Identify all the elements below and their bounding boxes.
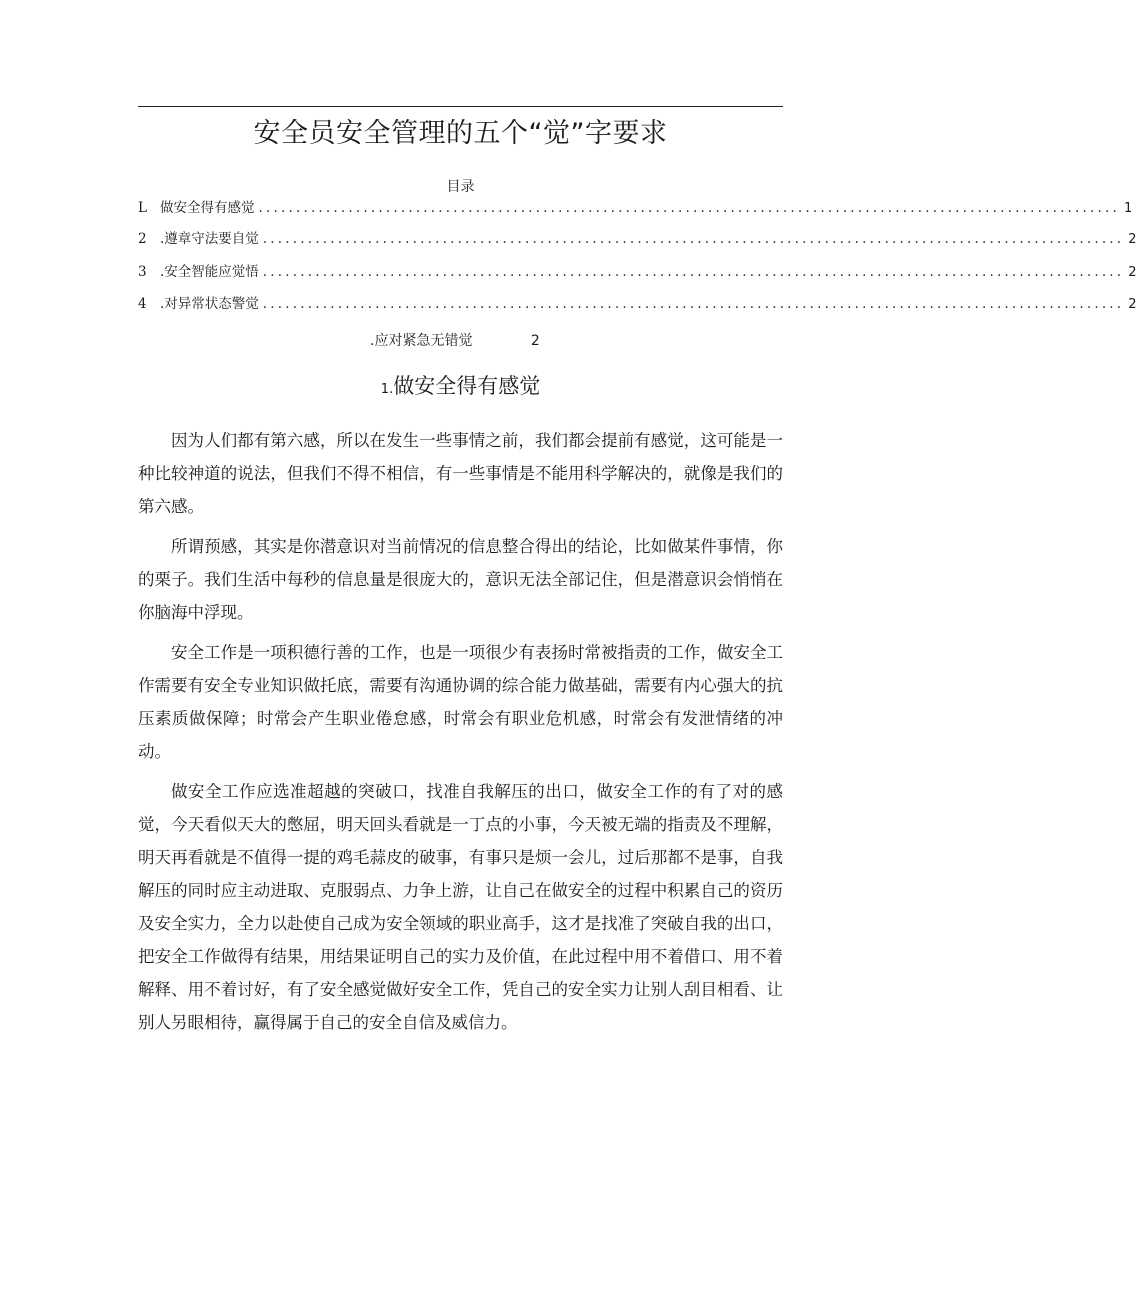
section-heading (138, 370, 783, 406)
paragraph: 安全工作是一项积德行善的工作，也是一项很少有表扬时常被指责的工作，做安全工作需要有安全专业知识做托底，需要有沟通协调的综合能力做基础，需要有内心强大的抗压素质做保障；时常会产生职业倦怠感，时常会有职业危机感，时常会有发泄情绪的冲动。 (138, 643, 783, 761)
section-title: 做安全得有感觉 (393, 374, 541, 398)
toc-item-3[interactable] (138, 262, 1137, 282)
toc-item-page: 2 (1128, 232, 1137, 247)
toc-heading: 目录 (446, 179, 475, 195)
paragraph: 所谓预感，其实是你潜意识对当前情况的信息整合得出的结论，比如做某件事情，你的栗子。我们生活中每秒的信息量是很庞大的，意识无法全部记住，但是潜意识会悄悄在你脑海中浮现。 (138, 537, 783, 622)
toc-item-1[interactable] (138, 198, 1133, 218)
paragraph: 因为人们都有第六感，所以在发生一些事情之前，我们都会提前有感觉，这可能是一种比较神道的说法，但我们不得不相信，有一些事情是不能用科学解决的，就像是我们的第六感。 (138, 431, 783, 516)
toc-item-page: 2 (1128, 265, 1137, 280)
toc-item-label: .应对紧急无错觉 (370, 333, 473, 349)
toc-item-number: L (138, 200, 147, 216)
header-rule (138, 106, 783, 107)
toc-item-number: 4 (138, 296, 147, 312)
toc-item-page: 2 (1128, 297, 1137, 312)
toc-dot-leader: ................................................................................................................... (258, 200, 1120, 216)
toc-item-4[interactable] (138, 294, 1137, 314)
toc-item-label: 做安全得有感觉 (160, 200, 255, 216)
section-number: 1. (380, 382, 394, 397)
toc-item-2[interactable] (138, 229, 1137, 249)
toc-item-number: 2 (138, 231, 147, 247)
toc-item-number: 3 (138, 264, 147, 280)
toc-item-page: 1 (1124, 201, 1133, 216)
toc-item-label: .对异常状态警觉 (160, 296, 259, 312)
document-title: 安全员安全管理的五个“觉”字要求 (253, 118, 668, 149)
toc-item-label: .遵章守法要自觉 (160, 231, 259, 247)
toc-dot-leader: ................................................................................................................... (262, 296, 1125, 312)
toc-item-page: 2 (530, 333, 540, 349)
paragraph: 做安全工作应选准超越的突破口，找准自我解压的出口，做安全工作的有了对的感觉，今天看似天大的憋屈，明天回头看就是一丁点的小事，今天被无端的指责及不理解，明天再看就是不值得一提的鸡毛蒜皮的破事，有事只是烦一会儿，过后那都不是事，自我解压的同时应主动进取、克服弱点、力争上游，让自己在做安全的过程中积累自己的资历及安全实力，全力以赴使自己成为安全领域的职业高手，这才是找准了突破自我的出口，把安全工作做得有结果，用结果证明自己的实力及价值，在此过程中用不着借口、用不着解释、用不着讨好，有了安全感觉做好安全工作，凭自己的安全实力让别人刮目相看、让别人另眼相待，赢得属于自己的安全自信及威信力。 (138, 782, 783, 1032)
toc-dot-leader: ................................................................................................................... (262, 231, 1125, 247)
toc-dot-leader: ................................................................................................................... (262, 264, 1125, 280)
toc-item-label: .安全智能应觉悟 (160, 264, 259, 280)
toc-item-5[interactable] (370, 331, 540, 351)
section-body (138, 424, 783, 1046)
